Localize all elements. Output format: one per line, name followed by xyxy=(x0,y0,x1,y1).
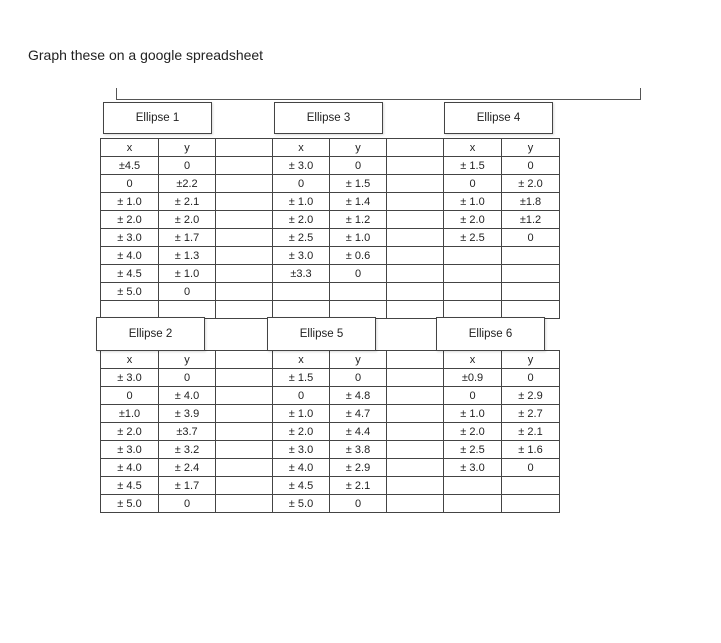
table-row xyxy=(101,265,560,283)
column-header-cell: y xyxy=(502,139,560,157)
table-row xyxy=(101,229,560,247)
table-cell: ±3.3 xyxy=(273,265,330,283)
table-cell: ± 5.0 xyxy=(101,283,159,301)
table-row xyxy=(101,157,560,175)
table-cell: 0 xyxy=(330,265,387,283)
table-cell: ± 3.8 xyxy=(330,441,387,459)
bottom-data-table xyxy=(100,350,560,513)
ellipse-5-title: Ellipse 5 xyxy=(267,317,376,351)
table-cell: ± 2.1 xyxy=(159,193,216,211)
table-cell xyxy=(387,247,444,265)
table-row xyxy=(101,139,560,157)
table-cell xyxy=(502,477,560,495)
table-cell: ± 4.0 xyxy=(159,387,216,405)
table-cell: ± 4.5 xyxy=(101,265,159,283)
table-cell: ± 5.0 xyxy=(273,495,330,513)
table-cell xyxy=(387,477,444,495)
top-data-table xyxy=(100,138,560,319)
table-cell xyxy=(387,495,444,513)
table-cell: 0 xyxy=(101,175,159,193)
table-row xyxy=(101,301,560,319)
table-cell: ±1.2 xyxy=(502,211,560,229)
table-cell xyxy=(330,283,387,301)
table-cell: ± 5.0 xyxy=(101,495,159,513)
table-row xyxy=(101,405,560,423)
table-cell xyxy=(387,229,444,247)
table-row xyxy=(101,351,560,369)
table-cell xyxy=(444,265,502,283)
table-cell: ± 1.7 xyxy=(159,229,216,247)
table-cell: ±0.9 xyxy=(444,369,502,387)
table-cell xyxy=(216,495,273,513)
table-cell xyxy=(216,265,273,283)
table-cell xyxy=(502,495,560,513)
table-cell: ± 2.7 xyxy=(502,405,560,423)
table-cell: ± 1.5 xyxy=(444,157,502,175)
table-cell: ± 1.5 xyxy=(330,175,387,193)
table-cell: ±3.7 xyxy=(159,423,216,441)
table-row xyxy=(101,387,560,405)
table-row xyxy=(101,175,560,193)
table-cell: ± 3.0 xyxy=(273,441,330,459)
table-cell: ± 1.0 xyxy=(159,265,216,283)
table-cell xyxy=(216,423,273,441)
table-cell xyxy=(216,157,273,175)
column-header-cell: x xyxy=(444,351,502,369)
table-cell: ± 3.0 xyxy=(273,247,330,265)
table-row xyxy=(101,423,560,441)
table-cell: ± 2.0 xyxy=(101,211,159,229)
table-cell: ± 4.4 xyxy=(330,423,387,441)
table-cell: 0 xyxy=(502,229,560,247)
table-cell xyxy=(444,495,502,513)
ellipse-2-title: Ellipse 2 xyxy=(96,317,205,351)
table-cell: ± 0.6 xyxy=(330,247,387,265)
table-cell xyxy=(444,283,502,301)
table-cell: ± 4.0 xyxy=(101,459,159,477)
table-cell xyxy=(330,301,387,319)
table-cell: ± 1.4 xyxy=(330,193,387,211)
table-cell: ± 3.0 xyxy=(101,441,159,459)
column-header-cell: x xyxy=(273,351,330,369)
table-cell: 0 xyxy=(444,175,502,193)
table-cell: ± 2.0 xyxy=(159,211,216,229)
table-cell: ± 1.5 xyxy=(273,369,330,387)
table-cell: ± 1.0 xyxy=(273,193,330,211)
table-cell: ± 1.7 xyxy=(159,477,216,495)
column-header-cell xyxy=(216,139,273,157)
table-cell xyxy=(216,301,273,319)
column-header-cell xyxy=(216,351,273,369)
table-cell: ±1.8 xyxy=(502,193,560,211)
table-cell: 0 xyxy=(330,369,387,387)
table-cell xyxy=(387,211,444,229)
table-cell xyxy=(216,441,273,459)
table-cell: 0 xyxy=(159,369,216,387)
table-cell: ± 4.0 xyxy=(273,459,330,477)
table-cell: 0 xyxy=(159,495,216,513)
table-cell: ± 4.5 xyxy=(101,477,159,495)
table-cell xyxy=(216,369,273,387)
table-cell xyxy=(387,193,444,211)
table-cell xyxy=(216,459,273,477)
table-cell: 0 xyxy=(101,387,159,405)
table-cell: ±4.5 xyxy=(101,157,159,175)
table-cell xyxy=(387,369,444,387)
table-cell: 0 xyxy=(502,369,560,387)
table-cell xyxy=(216,283,273,301)
table-cell: ±2.2 xyxy=(159,175,216,193)
table-cell: ± 2.4 xyxy=(159,459,216,477)
table-cell xyxy=(273,283,330,301)
table-cell: ± 1.0 xyxy=(101,193,159,211)
column-header-cell: y xyxy=(330,139,387,157)
table-cell: ± 1.0 xyxy=(444,405,502,423)
table-cell: ± 2.0 xyxy=(444,423,502,441)
table-cell xyxy=(387,459,444,477)
table-cell xyxy=(387,441,444,459)
table-cell: ± 1.3 xyxy=(159,247,216,265)
table-cell xyxy=(216,211,273,229)
table-cell xyxy=(444,477,502,495)
table-cell: ± 2.0 xyxy=(444,211,502,229)
table-cell: 0 xyxy=(502,459,560,477)
column-header-cell: y xyxy=(159,139,216,157)
column-header-cell: y xyxy=(502,351,560,369)
table-row xyxy=(101,495,560,513)
table-cell xyxy=(502,283,560,301)
table-cell: 0 xyxy=(273,175,330,193)
table-cell: ± 2.0 xyxy=(502,175,560,193)
table-row xyxy=(101,369,560,387)
table-cell xyxy=(216,175,273,193)
column-header-cell: x xyxy=(101,139,159,157)
table-cell: ± 1.0 xyxy=(330,229,387,247)
table-cell xyxy=(216,405,273,423)
table-cell: ± 1.2 xyxy=(330,211,387,229)
table-cell xyxy=(387,157,444,175)
table-row xyxy=(101,247,560,265)
table-cell: ± 2.1 xyxy=(502,423,560,441)
table-cell xyxy=(387,405,444,423)
table-cell xyxy=(387,301,444,319)
table-cell xyxy=(101,301,159,319)
table-cell: 0 xyxy=(159,283,216,301)
table-cell xyxy=(216,193,273,211)
table-cell: ± 4.5 xyxy=(273,477,330,495)
table-row xyxy=(101,283,560,301)
table-row xyxy=(101,193,560,211)
column-header-cell xyxy=(387,139,444,157)
table-cell: ± 2.5 xyxy=(273,229,330,247)
table-row xyxy=(101,211,560,229)
table-cell xyxy=(216,229,273,247)
table-row xyxy=(101,477,560,495)
table-cell: 0 xyxy=(502,157,560,175)
table-cell: ± 4.8 xyxy=(330,387,387,405)
bracket-line xyxy=(116,88,641,100)
ellipse-3-title: Ellipse 3 xyxy=(274,102,383,134)
table-cell: ± 3.0 xyxy=(101,369,159,387)
column-header-cell: x xyxy=(444,139,502,157)
table-row xyxy=(101,459,560,477)
column-header-cell: x xyxy=(101,351,159,369)
table-cell xyxy=(159,301,216,319)
table-cell: ± 3.0 xyxy=(273,157,330,175)
table-cell: ± 2.9 xyxy=(502,387,560,405)
table-cell: ± 3.2 xyxy=(159,441,216,459)
table-cell xyxy=(387,175,444,193)
table-cell: ± 1.0 xyxy=(444,193,502,211)
table-cell: ± 1.0 xyxy=(273,405,330,423)
table-cell xyxy=(216,247,273,265)
table-cell: 0 xyxy=(330,157,387,175)
table-cell xyxy=(216,387,273,405)
table-cell xyxy=(387,283,444,301)
instruction-text: Graph these on a google spreadsheet xyxy=(28,47,264,63)
column-header-cell xyxy=(387,351,444,369)
table-cell: 0 xyxy=(444,387,502,405)
table-cell: ± 1.6 xyxy=(502,441,560,459)
table-cell: ± 2.5 xyxy=(444,229,502,247)
table-cell: ± 2.0 xyxy=(273,423,330,441)
table-cell: ± 2.0 xyxy=(273,211,330,229)
table-cell: 0 xyxy=(273,387,330,405)
table-cell xyxy=(502,265,560,283)
table-cell: ±1.0 xyxy=(101,405,159,423)
table-cell: ± 2.5 xyxy=(444,441,502,459)
table-cell xyxy=(502,247,560,265)
table-row xyxy=(101,441,560,459)
table-cell xyxy=(216,477,273,495)
table-cell: 0 xyxy=(330,495,387,513)
table-cell xyxy=(444,247,502,265)
ellipse-1-title: Ellipse 1 xyxy=(103,102,212,134)
table-cell xyxy=(387,387,444,405)
table-cell xyxy=(502,301,560,319)
table-cell xyxy=(273,301,330,319)
table-cell: 0 xyxy=(159,157,216,175)
table-cell: ± 4.0 xyxy=(101,247,159,265)
column-header-cell: x xyxy=(273,139,330,157)
column-header-cell: y xyxy=(159,351,216,369)
table-cell: ± 3.0 xyxy=(444,459,502,477)
table-cell: ± 2.1 xyxy=(330,477,387,495)
column-header-cell: y xyxy=(330,351,387,369)
table-cell xyxy=(444,301,502,319)
table-cell xyxy=(387,265,444,283)
table-cell: ± 2.0 xyxy=(101,423,159,441)
table-cell: ± 4.7 xyxy=(330,405,387,423)
ellipse-6-title: Ellipse 6 xyxy=(436,317,545,351)
table-cell xyxy=(387,423,444,441)
table-cell: ± 3.0 xyxy=(101,229,159,247)
ellipse-4-title: Ellipse 4 xyxy=(444,102,553,134)
table-cell: ± 3.9 xyxy=(159,405,216,423)
table-cell: ± 2.9 xyxy=(330,459,387,477)
